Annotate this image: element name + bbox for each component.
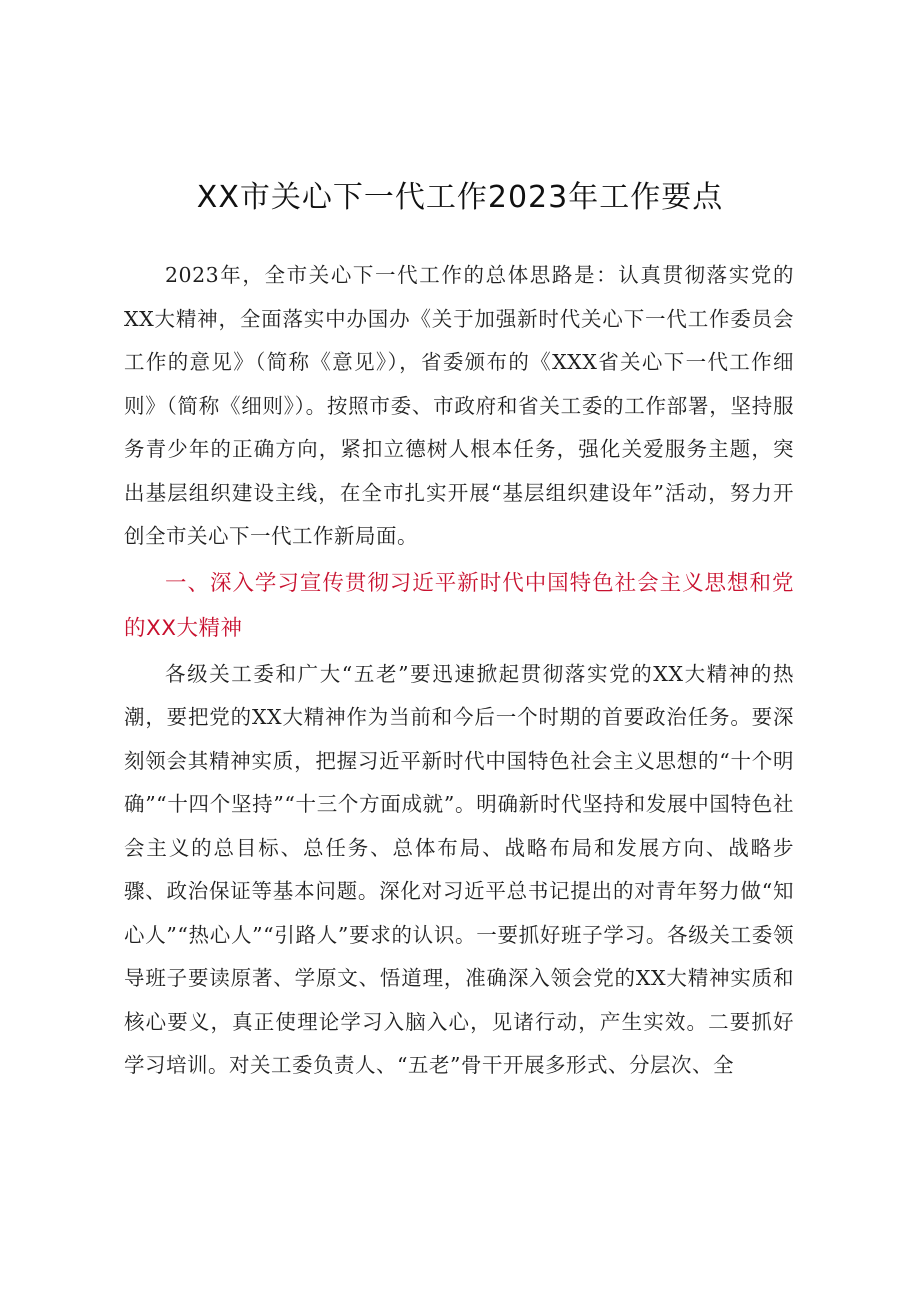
intro-paragraph: 2023年，全市关心下一代工作的总体思路是：认真贯彻落实党的XX大精神，全面落实中办国办《关于加强新时代关心下一代工作委员会工作的意见》（简称《意见》），省委颁布的《XXX省关心下一代工作细则》（简称《细则》）。按照市委、市政府和省关工委的工作部署，坚持服务青少年的正确方向，紧扣立德树人根本任务，强化关爱服务主题，突出基层组织建设主线，在全市扎实开展“基层组织建设年”活动，努力开创全市关心下一代工作新局面。	[124, 263, 794, 548]
document-title: XX市关心下一代工作2023年工作要点	[196, 180, 724, 215]
section-1-paragraph: 各级关工委和广大“五老”要迅速掀起贯彻落实党的XX大精神的热潮，要把党的XX大精神作为当前和今后一个时期的首要政治任务。要深刻领会其精神实质，把握习近平新时代中国特色社会主义思想的“十个明确”“十四个坚持”“十三个方面成就”。明确新时代坚持和发展中国特色社会主义的总目标、总任务、总体布局、战略布局和发展方向、战略步骤、政治保证等基本问题。深化对习近平总书记提出的对青年努力做“知心人”“热心人”“引路人”要求的认识。一要抓好班子学习。各级关工委领导班子要读原著、学原文、悟道理，准确深入领会党的XX大精神实质和核心要义，真正使理论学习入脑入心，见诸行动，产生实效。二要抓好学习培训。对关工委负责人、“五老”骨干开展多形式、分层次、全	[124, 661, 794, 1077]
document-body	[124, 254, 794, 1088]
section-1-heading: 一、深入学习宣传贯彻习近平新时代中国特色社会主义思想和党的XX大精神	[124, 570, 794, 641]
